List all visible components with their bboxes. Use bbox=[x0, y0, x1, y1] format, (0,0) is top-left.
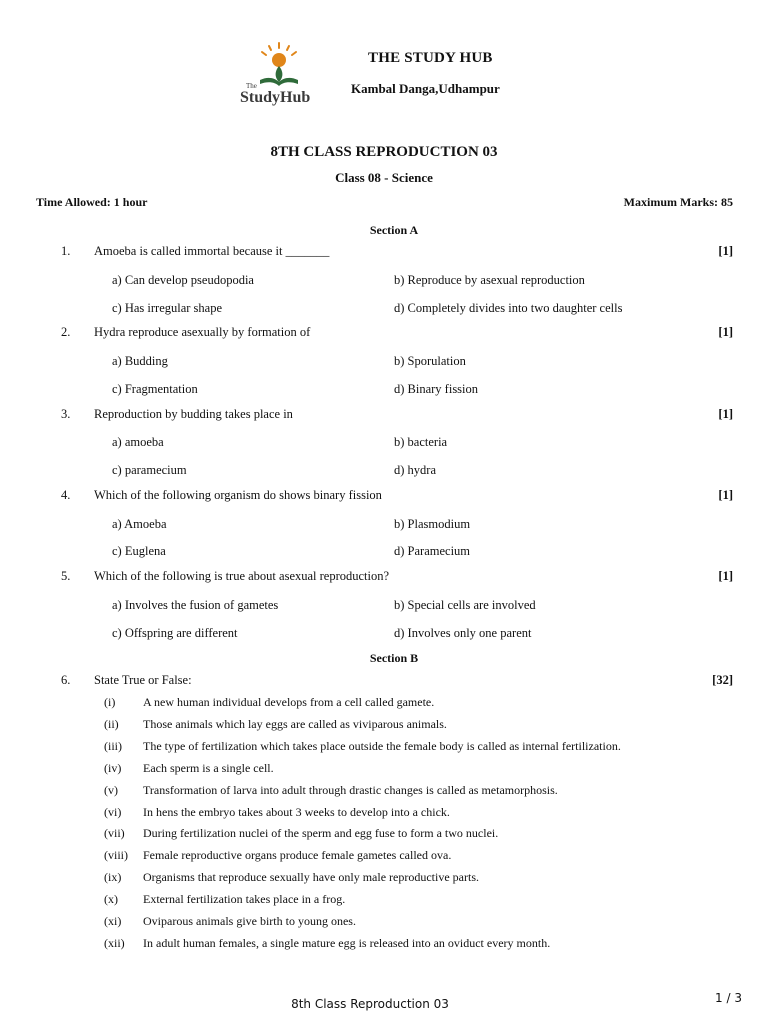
option-c: c) Offspring are different bbox=[112, 626, 238, 640]
section-a-heading: Section A bbox=[369, 223, 419, 237]
question-text: Which of the following is true about asexual reproduction? bbox=[94, 569, 390, 583]
statement-text: Transformation of larva into adult through drastic changes is called as metamorphosis. bbox=[143, 783, 558, 797]
option-b: b) bacteria bbox=[394, 435, 448, 449]
option-a: a) amoeba bbox=[112, 435, 164, 449]
question-text: State True or False: bbox=[94, 673, 192, 687]
option-b: b) Sporulation bbox=[394, 354, 466, 368]
option-b: b) Reproduce by asexual reproduction bbox=[394, 273, 585, 287]
statement-number: (ix) bbox=[104, 870, 122, 884]
option-c: c) Euglena bbox=[112, 544, 166, 558]
option-d: d) Completely divides into two daughter cells bbox=[394, 301, 623, 315]
statement-number: (iv) bbox=[104, 761, 122, 775]
question-text: Hydra reproduce asexually by formation of bbox=[94, 325, 311, 339]
question-marks: [1] bbox=[718, 325, 733, 339]
section-b-heading: Section B bbox=[369, 651, 419, 665]
question-marks: [1] bbox=[718, 244, 733, 258]
question-marks: [32] bbox=[712, 673, 733, 687]
statement-number: (vi) bbox=[104, 805, 122, 819]
statement-text: Oviparous animals give birth to young ones. bbox=[143, 914, 356, 928]
question-marks: [1] bbox=[718, 407, 733, 421]
school-name: THE STUDY HUB bbox=[368, 50, 493, 66]
question-number: 3. bbox=[61, 407, 71, 421]
paper-title: 8TH CLASS REPRODUCTION 03 bbox=[270, 144, 498, 160]
question-marks: [1] bbox=[718, 569, 733, 583]
study-hub-logo-icon bbox=[238, 40, 320, 106]
question-number: 5. bbox=[61, 569, 71, 583]
paper-subtitle: Class 08 - Science bbox=[335, 170, 433, 185]
statement-number: (iii) bbox=[104, 739, 122, 753]
document-header bbox=[0, 36, 768, 112]
statement-text: The type of fertilization which takes place outside the female body is called as internal fertilization. bbox=[143, 739, 621, 753]
question-text: Reproduction by budding takes place in bbox=[94, 407, 293, 421]
option-d: d) Involves only one parent bbox=[394, 626, 532, 640]
statement-text: Each sperm is a single cell. bbox=[143, 761, 274, 775]
question-text: Amoeba is called immortal because it _______ bbox=[94, 244, 330, 258]
option-a: a) Budding bbox=[112, 354, 168, 368]
option-a: a) Involves the fusion of gametes bbox=[112, 598, 279, 612]
statement-text: Those animals which lay eggs are called as viviparous animals. bbox=[143, 717, 447, 731]
option-d: d) Paramecium bbox=[394, 544, 471, 558]
school-address: Kambal Danga,Udhampur bbox=[351, 81, 500, 96]
page-footer: 8th Class Reproduction 03 bbox=[291, 997, 449, 1011]
statement-text: In adult human females, a single mature egg is released into an oviduct every month. bbox=[143, 936, 551, 950]
question-marks: [1] bbox=[718, 488, 733, 502]
statement-number: (vii) bbox=[104, 826, 125, 840]
question-number: 6. bbox=[61, 673, 71, 687]
statement-text: A new human individual develops from a cell called gamete. bbox=[143, 695, 435, 709]
statement-number: (viii) bbox=[104, 848, 128, 862]
option-a: a) Amoeba bbox=[112, 517, 167, 531]
study-hub-logo bbox=[238, 40, 320, 106]
statement-number: (ii) bbox=[104, 717, 119, 731]
option-c: c) paramecium bbox=[112, 463, 187, 477]
svg-text:StudyHub: StudyHub bbox=[240, 89, 311, 106]
question-text: Which of the following organism do shows binary fission bbox=[94, 488, 382, 502]
statement-text: During fertilization nuclei of the sperm and egg fuse to form a two nuclei. bbox=[143, 826, 499, 840]
option-a: a) Can develop pseudopodia bbox=[112, 273, 254, 287]
statement-text: Female reproductive organs produce female gametes called ova. bbox=[143, 848, 452, 862]
question-number: 2. bbox=[61, 325, 71, 339]
statement-number: (xi) bbox=[104, 914, 122, 928]
statement-number: (i) bbox=[104, 695, 116, 709]
question-number: 4. bbox=[61, 488, 71, 502]
option-c: c) Fragmentation bbox=[112, 382, 198, 396]
svg-text:The: The bbox=[246, 82, 257, 90]
option-b: b) Special cells are involved bbox=[394, 598, 536, 612]
option-d: d) Binary fission bbox=[394, 382, 479, 396]
statement-text: Organisms that reproduce sexually have only male reproductive parts. bbox=[143, 870, 480, 884]
maximum-marks: Maximum Marks: 85 bbox=[623, 195, 733, 209]
question-number: 1. bbox=[61, 244, 71, 258]
option-b: b) Plasmodium bbox=[394, 517, 471, 531]
time-allowed: Time Allowed: 1 hour bbox=[36, 195, 148, 209]
page-number: 1 / 3 bbox=[715, 991, 742, 1005]
statement-number: (x) bbox=[104, 892, 118, 906]
statement-number: (xii) bbox=[104, 936, 125, 950]
statement-text: External fertilization takes place in a frog. bbox=[143, 892, 346, 906]
option-c: c) Has irregular shape bbox=[112, 301, 223, 315]
statement-text: In hens the embryo takes about 3 weeks to develop into a chick. bbox=[143, 805, 450, 819]
statement-number: (v) bbox=[104, 783, 118, 797]
option-d: d) hydra bbox=[394, 463, 436, 477]
